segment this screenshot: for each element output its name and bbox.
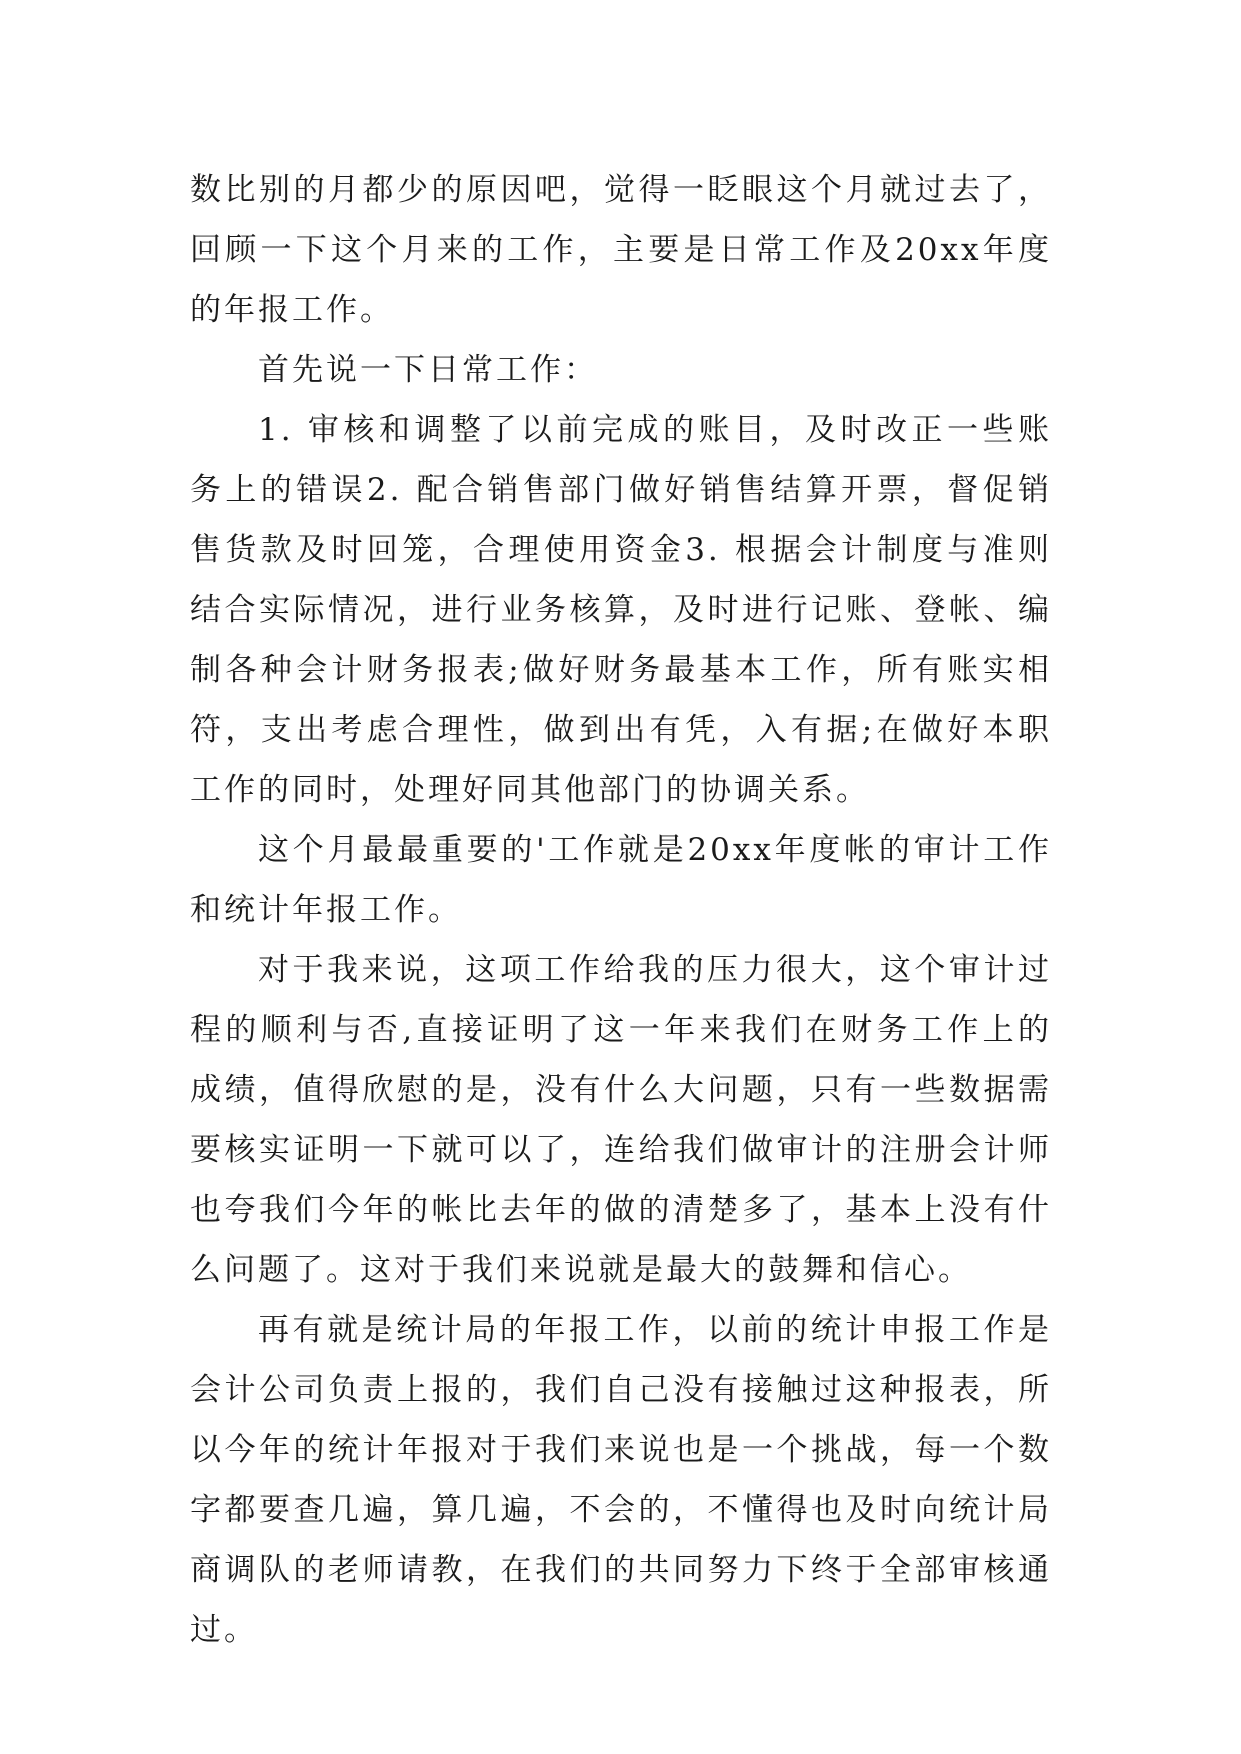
- paragraph-6: 再有就是统计局的年报工作，以前的统计申报工作是会计公司负责上报的，我们自己没有接触过这种报表，所以今年的统计年报对于我们来说也是一个挑战，每一个数字都要查几遍，算几遍，不会的，不懂得也及时向统计局商调队的老师请教，在我们的共同努力下终于全部审核通过。: [190, 1312, 1052, 1648]
- paragraph-4: 这个月最最重要的'工作就是20xx年度帐的审计工作和统计年报工作。: [190, 832, 1052, 928]
- document-body: [190, 160, 1052, 1660]
- paragraph-5: 对于我来说，这项工作给我的压力很大，这个审计过程的顺利与否,直接证明了这一年来我们在财务工作上的成绩，值得欣慰的是，没有什么大问题，只有一些数据需要核实证明一下就可以了，连给我们做审计的注册会计师也夸我们今年的帐比去年的做的清楚多了，基本上没有什么问题了。这对于我们来说就是最大的鼓舞和信心。: [190, 952, 1052, 1288]
- paragraph-2: 首先说一下日常工作：: [258, 352, 598, 388]
- paragraph-3: 1. 审核和调整了以前完成的账目，及时改正一些账务上的错误2. 配合销售部门做好销售结算开票，督促销售货款及时回笼，合理使用资金3. 根据会计制度与准则结合实际情况，进行业务核算，及时进行记账、登帐、编制各种会计财务报表;做好财务最基本工作，所有账实相符，支出考虑合理性，做到出有凭，入有据;在做好本职工作的同时，处理好同其他部门的协调关系。: [190, 412, 1052, 808]
- paragraph-1: 数比别的月都少的原因吧，觉得一眨眼这个月就过去了，回顾一下这个月来的工作，主要是日常工作及20xx年度的年报工作。: [190, 172, 1052, 328]
